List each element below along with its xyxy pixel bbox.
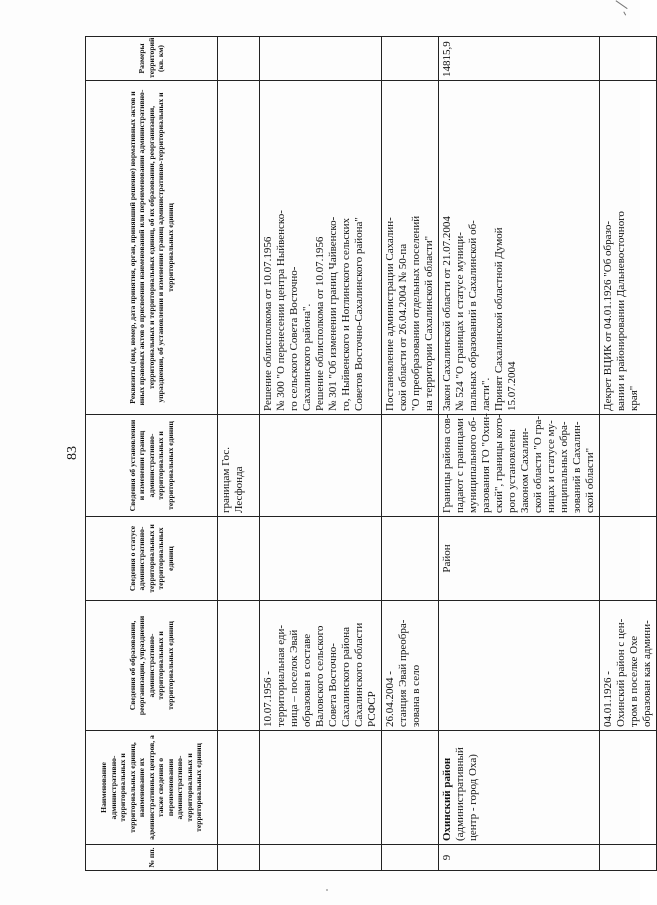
cell-number: 9 — [439, 845, 600, 871]
cell-name — [218, 731, 260, 845]
cell-line: тром в поселке Охе — [628, 635, 640, 727]
cell-line: образован как админи- — [641, 620, 653, 727]
table-row — [600, 37, 657, 871]
cell-status — [218, 517, 260, 601]
cell-line: вании и районировании Дальневосточного — [615, 211, 627, 411]
cell-line: 04.01.1926 - — [602, 671, 614, 727]
cell-line: Сахалинского района". — [301, 303, 313, 411]
cell-line: Советов Восточно-Сахалинского района" — [353, 217, 365, 411]
cell-acts — [382, 81, 439, 415]
scan-artifact-speck — [326, 889, 328, 891]
cell-name — [382, 731, 439, 845]
cell-line: зована в село — [410, 664, 422, 727]
cell-size: 14815,9 — [439, 37, 600, 81]
cell-size — [260, 37, 382, 81]
cell-line: муниципального об- — [467, 416, 479, 513]
cell-line: станция Эвай преобра- — [397, 619, 409, 727]
cell-size — [600, 37, 657, 81]
cell-line: Валовского сельского — [314, 625, 326, 727]
header-formation: Сведения об образовании, реорганизации, упразднении административно-территориальных и территориальных единиц — [86, 601, 218, 731]
cell-line: (административный — [454, 747, 466, 841]
table-row — [218, 37, 260, 871]
cell-acts — [600, 81, 657, 415]
cell-line: ской области от 26.04.2004 № 50-па — [397, 243, 409, 411]
cell-borders — [218, 415, 260, 517]
rotated-registry-table — [85, 37, 653, 871]
header-size: Размеры территорий (кв. км) — [86, 37, 218, 81]
cell-line: границам Гос. — [220, 447, 232, 513]
district-name: Охинский район — [441, 757, 453, 841]
cell-line: Сахалинского района — [340, 626, 352, 727]
cell-line: № 300 "О перенесении центра Ныйвенско- — [275, 210, 287, 411]
cell-line: ской области" — [584, 447, 596, 513]
cell-line: Совета Восточно- — [327, 643, 339, 727]
cell-number — [218, 845, 260, 871]
cell-borders — [382, 415, 439, 517]
cell-line: территориальная еди- — [275, 624, 287, 727]
cell-status — [382, 517, 439, 601]
cell-size — [382, 37, 439, 81]
cell-line: Законом Сахалин- — [519, 427, 531, 513]
cell-line: пальных образований в Сахалинской об- — [467, 220, 479, 411]
cell-line: № 301 "Об изменении границ Чайвенско- — [327, 216, 339, 411]
cell-line: "О преобразовании отдельных поселений — [410, 215, 422, 411]
cell-line: 10.07.1956 - — [262, 671, 274, 727]
cell-line: Принят Сахалинской областной Думой — [493, 227, 505, 411]
cell-number — [260, 845, 382, 871]
cell-formation — [382, 601, 439, 731]
cell-acts — [260, 81, 382, 415]
cell-line: ский", границы кото- — [493, 414, 505, 513]
cell-acts — [439, 81, 600, 415]
cell-line: ской области "О гра- — [532, 415, 544, 513]
header-status: Сведения о статусе административно-территориальных и территориальных единиц — [86, 517, 218, 601]
cell-line: го сельского Совета Восточно- — [288, 266, 300, 411]
cell-line: Сахалинского области — [353, 622, 365, 727]
cell-formation — [218, 601, 260, 731]
table-row — [382, 37, 439, 871]
cell-line: ницах и статусе му- — [545, 420, 557, 513]
table-row — [439, 37, 600, 871]
cell-formation — [260, 601, 382, 731]
header-borders: Сведения об установлении и изменении границ административно-территориальных и территориальных единиц — [86, 415, 218, 517]
table-row — [260, 37, 382, 871]
cell-line: Охинский район с цен- — [615, 618, 627, 727]
cell-line: падают с границами — [454, 418, 466, 513]
cell-borders — [600, 415, 657, 517]
cell-line: ласти". — [480, 377, 492, 411]
cell-formation — [439, 601, 600, 731]
registry-table — [85, 36, 657, 871]
cell-line: ниципальных обра- — [558, 421, 570, 513]
cell-name — [439, 731, 600, 845]
cell-line: Декрет ВЦИК от 04.01.1926 "Об образо- — [602, 221, 614, 411]
cell-line: го, Ныйвенского и Ноглинского сельских — [340, 218, 352, 411]
cell-name — [260, 731, 382, 845]
cell-size — [218, 37, 260, 81]
cell-line: № 524 "О границах и статусе муници- — [454, 232, 466, 411]
table-header-row — [86, 37, 218, 871]
cell-line: Постановление администрации Сахалин- — [384, 217, 396, 411]
cell-line: разования ГО "Охин- — [480, 413, 492, 513]
cell-line: края" — [628, 385, 640, 411]
cell-line: рого установлены — [506, 429, 518, 513]
page-number: 83 — [65, 446, 80, 460]
cell-line: 26.04.2004 - — [384, 671, 396, 727]
cell-formation — [600, 601, 657, 731]
cell-line: РСФСР — [366, 691, 378, 727]
cell-line: зований в Сахалин- — [571, 421, 583, 513]
cell-borders — [260, 415, 382, 517]
cell-line: Границы района сов- — [441, 414, 453, 513]
header-name: Наименование административно-территориальных и территориальных единиц, наименование их административных центров, а также сведения о переименовании административно-территориальных и территориальных единиц — [86, 731, 218, 845]
cell-borders — [439, 415, 600, 517]
cell-line: 15.07.2004 — [506, 361, 518, 411]
header-number: № пп. — [86, 845, 218, 871]
cell-status: Район — [439, 517, 600, 601]
cell-name — [600, 731, 657, 845]
cell-line: центр - город Оха) — [467, 754, 479, 841]
cell-line: Лесфонда — [233, 466, 245, 513]
cell-status — [260, 517, 382, 601]
cell-line: образован в составе — [301, 633, 313, 727]
cell-line: ница – поселок Эвай — [288, 629, 300, 727]
cell-line: на территории Сахалинской области" — [423, 235, 435, 411]
cell-line: Закон Сахалинской области от 21.07.2004 — [441, 216, 453, 411]
cell-line: Решение облисполкома от 10.07.1956 — [314, 236, 326, 411]
cell-line: Решение облисполкома от 10.07.1956 — [262, 236, 274, 411]
header-acts: Реквизиты (вид, номер, дата принятия, орган, принявший решение) нормативных актов и иных правовых актов о присвоении наименований или переименовании административно-территориальных и территориальных единиц, об их образовании, реорганизации, упразднении, об установлении и изменении границ административно-территориальных и территориальных единиц — [86, 81, 218, 415]
cell-number — [600, 845, 657, 871]
cell-status — [600, 517, 657, 601]
cell-acts — [218, 81, 260, 415]
cell-number — [382, 845, 439, 871]
